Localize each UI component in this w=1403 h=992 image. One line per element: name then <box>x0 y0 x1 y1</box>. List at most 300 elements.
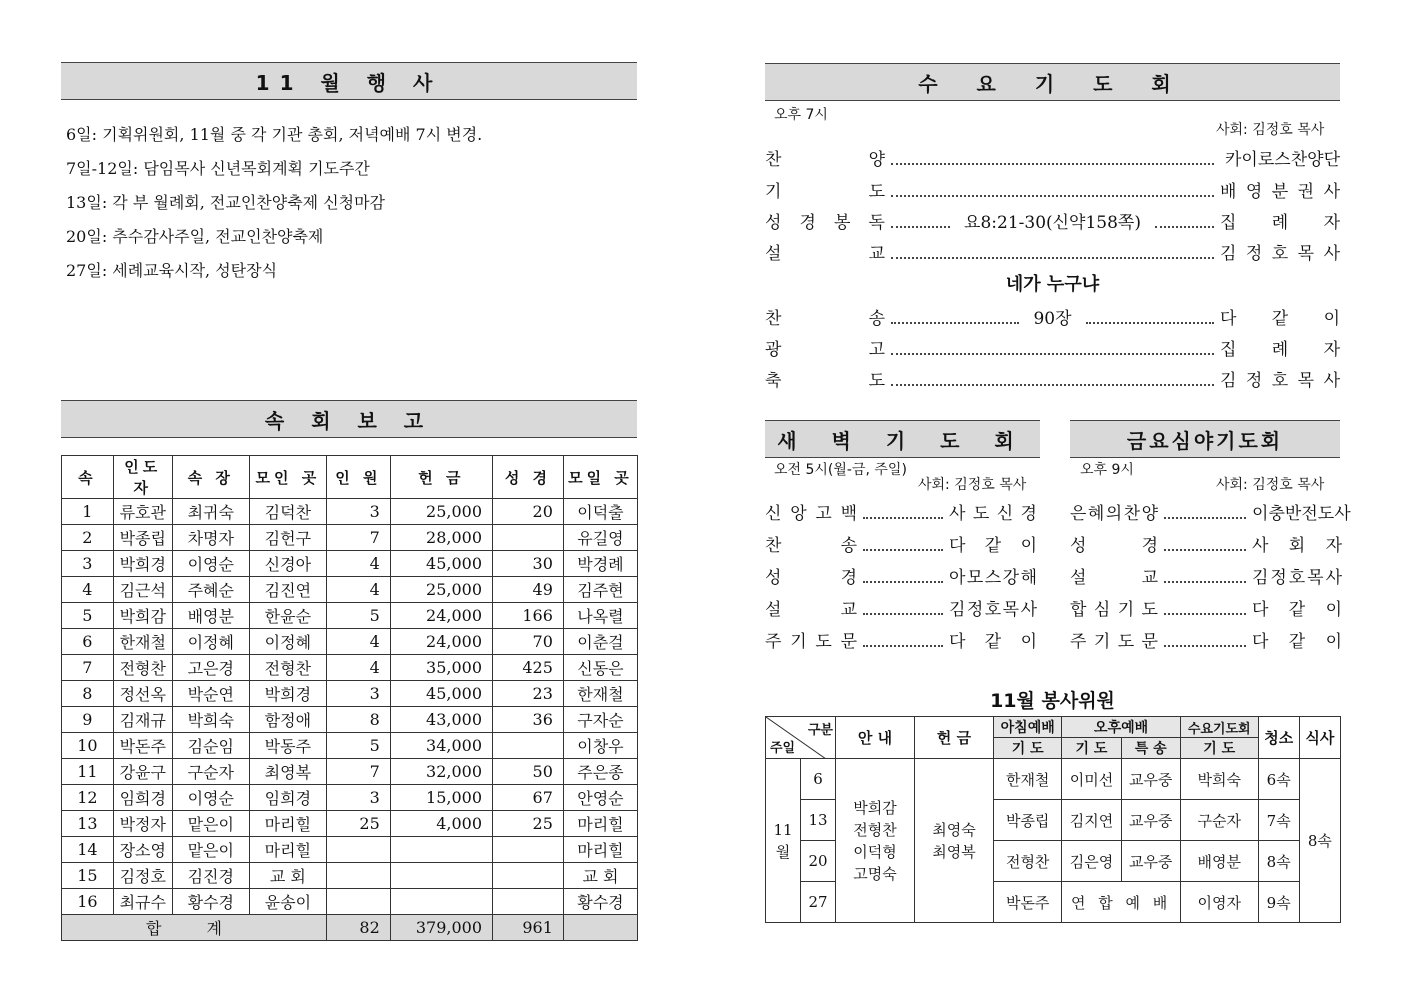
h-afternoon: 오후예배 <box>1062 717 1180 738</box>
order-value-char: 목 <box>1002 600 1020 620</box>
cell-header: 인도자 <box>113 456 172 499</box>
order-value-char: 김 <box>1220 371 1237 391</box>
table-cell: 20 <box>493 499 564 525</box>
day-cell: 6 <box>801 759 836 800</box>
table-cell: 마리힐 <box>563 811 637 837</box>
table-cell: 맡은이 <box>172 837 249 863</box>
aft-prayer: 김지연 <box>1062 800 1121 841</box>
order-value <box>1220 145 1340 170</box>
order-row <box>765 239 1340 264</box>
order-value-char: 김 <box>949 600 966 620</box>
table-cell: 10 <box>62 733 114 759</box>
service-title: 11월 봉사위원 <box>990 690 1115 712</box>
order-value <box>949 499 1037 524</box>
table-cell: 11 <box>62 759 114 785</box>
table-row <box>766 759 1341 800</box>
table-cell: 4,000 <box>390 811 492 837</box>
table-cell: 박희숙 <box>172 707 249 733</box>
table-cell: 한윤순 <box>249 603 326 629</box>
order-value-char: 목 <box>1297 244 1315 264</box>
order-dots <box>891 312 1019 324</box>
table-cell: 고은경 <box>172 655 249 681</box>
total-value: 961 <box>493 915 564 941</box>
order-value-char: 이 <box>1020 632 1037 652</box>
order-row <box>1070 595 1342 620</box>
table-cell: 이정혜 <box>172 629 249 655</box>
order-value-char: 충 <box>1268 504 1285 524</box>
table-cell: 신동은 <box>563 655 637 681</box>
table-cell: 425 <box>493 655 564 681</box>
order-value-char: 같 <box>1288 632 1306 652</box>
order-label-char: 문 <box>1141 632 1158 652</box>
table-cell: 최규수 <box>113 889 172 915</box>
order-dots <box>1164 571 1246 583</box>
order-label-char: 송 <box>840 536 857 556</box>
event-item: 13일: 각 부 월례회, 전교인찬양축제 신청마감 <box>66 193 386 212</box>
table-cell <box>326 837 390 863</box>
order-label-char: 문 <box>840 632 857 652</box>
event-item: 20일: 추수감사주일, 전교인찬양축제 <box>66 227 324 246</box>
morning-prayer: 한재철 <box>994 759 1062 800</box>
table-cell: 신경아 <box>249 551 326 577</box>
order-dots <box>891 153 1214 165</box>
order-label-char: 도 <box>815 632 832 652</box>
cell-header: 헌 금 <box>390 456 492 499</box>
h-offering: 헌 금 <box>915 717 994 759</box>
sub-aft-prayer: 기 도 <box>1062 738 1121 759</box>
table-row <box>62 837 638 863</box>
order-value-char: 이 <box>1252 504 1269 524</box>
order-value-char: 목 <box>1307 568 1324 588</box>
h-clean: 청소 <box>1258 717 1299 759</box>
event-item: 7일-12일: 담임목사 신년목회계획 기도주간 <box>66 159 370 178</box>
order-value <box>1220 304 1340 329</box>
order-row <box>765 304 1340 329</box>
table-cell: 이영순 <box>172 785 249 811</box>
aft-prayer: 김은영 <box>1062 841 1121 882</box>
table-cell: 박돈주 <box>113 733 172 759</box>
dawn-host: 사회: 김정호 목사 <box>918 477 1027 493</box>
order-label-char: 교 <box>1141 568 1158 588</box>
table-cell: 전형찬 <box>249 655 326 681</box>
table-cell: 최영복 <box>249 759 326 785</box>
table-cell: 주은종 <box>563 759 637 785</box>
table-cell: 4 <box>326 629 390 655</box>
table-cell: 임희경 <box>113 785 172 811</box>
order-row <box>1070 499 1351 524</box>
special-song: 교우중 <box>1121 759 1180 800</box>
table-cell: 49 <box>493 577 564 603</box>
order-dots <box>891 185 1214 197</box>
table-cell: 황수경 <box>172 889 249 915</box>
table-cell: 김진연 <box>249 577 326 603</box>
table-cell: 13 <box>62 811 114 837</box>
table-cell: 30 <box>493 551 564 577</box>
table-row <box>62 525 638 551</box>
table-cell: 3 <box>326 681 390 707</box>
order-value-char: 단 <box>1323 150 1340 170</box>
order-value-char: 김 <box>1220 244 1237 264</box>
table-cell: 정선옥 <box>113 681 172 707</box>
table-cell: 이창우 <box>563 733 637 759</box>
order-label <box>765 627 857 652</box>
table-cell <box>493 525 564 551</box>
order-label-char: 교 <box>840 600 857 620</box>
order-value <box>1220 208 1340 233</box>
h-guide: 안 내 <box>836 717 915 759</box>
sub-morning-prayer: 기 도 <box>994 738 1062 759</box>
table-cell: 3 <box>62 551 114 577</box>
table-cell: 67 <box>493 785 564 811</box>
order-label-char: 도 <box>1117 632 1135 652</box>
morning-prayer: 박돈주 <box>994 882 1062 923</box>
table-cell: 박정자 <box>113 811 172 837</box>
wednesday-time: 오후 7시 <box>774 107 828 123</box>
order-row <box>765 335 1340 360</box>
table-cell: 임희경 <box>249 785 326 811</box>
order-label <box>1070 499 1158 524</box>
morning-prayer: 박종립 <box>994 800 1062 841</box>
table-cell: 5 <box>62 603 114 629</box>
cell-report-title: 속 회 보 고 <box>61 400 637 438</box>
order-value-char: 이 <box>1325 632 1342 652</box>
order-label-char: 찬 <box>765 309 782 329</box>
order-value-char: 자 <box>1325 536 1342 556</box>
order-value-char: 사 <box>1323 371 1340 391</box>
order-label-char: 경 <box>840 568 857 588</box>
order-mid: 요8:21-30(신약158쪽) <box>964 213 1141 233</box>
table-cell: 14 <box>62 837 114 863</box>
clean-duty: 8속 <box>1258 841 1299 882</box>
wed-prayer: 배영분 <box>1180 841 1258 882</box>
order-row <box>765 563 1037 588</box>
order-value <box>1220 239 1340 264</box>
table-cell: 4 <box>326 655 390 681</box>
table-cell: 박경례 <box>563 551 637 577</box>
table-cell: 16 <box>62 889 114 915</box>
order-value-char: 같 <box>984 536 1002 556</box>
table-cell: 7 <box>62 655 114 681</box>
table-cell: 류호관 <box>113 499 172 525</box>
order-mid: 90장 <box>1033 309 1072 329</box>
table-cell: 나옥렬 <box>563 603 637 629</box>
order-value-char: 카 <box>1224 150 1242 170</box>
order-value-char: 이 <box>1241 150 1258 170</box>
table-cell: 166 <box>493 603 564 629</box>
sub-special: 특 송 <box>1121 738 1180 759</box>
table-cell: 마리힐 <box>249 811 326 837</box>
table-cell: 8 <box>326 707 390 733</box>
order-value-char: 찬 <box>1290 150 1308 170</box>
order-label <box>765 531 857 556</box>
table-cell: 50 <box>493 759 564 785</box>
table-row <box>62 889 638 915</box>
order-value-char: 다 <box>1252 632 1269 652</box>
table-cell: 8 <box>62 681 114 707</box>
table-cell: 김헌구 <box>249 525 326 551</box>
order-label-char: 합 <box>1070 600 1087 620</box>
order-label <box>765 304 885 329</box>
order-dots <box>1164 635 1246 647</box>
table-row <box>62 629 638 655</box>
table-cell: 마리힐 <box>249 837 326 863</box>
table-row <box>62 785 638 811</box>
order-label <box>1070 595 1158 620</box>
table-cell: 7 <box>326 525 390 551</box>
order-value-char: 이 <box>1020 536 1037 556</box>
order-row <box>765 627 1037 652</box>
order-label <box>765 366 885 391</box>
table-cell <box>493 863 564 889</box>
order-dots <box>1164 539 1246 551</box>
order-label-char: 찬 <box>765 150 782 170</box>
wednesday-title: 수 요 기 도 회 <box>765 63 1340 101</box>
order-value-char: 신 <box>996 504 1014 524</box>
wednesday-host: 사회: 김정호 목사 <box>1216 122 1325 138</box>
table-cell: 주혜순 <box>172 577 249 603</box>
order-label <box>1070 627 1158 652</box>
order-label-char: 양 <box>868 150 885 170</box>
meal-cell: 8속 <box>1299 759 1340 923</box>
service-table <box>765 716 1341 923</box>
table-row <box>62 863 638 889</box>
cell-header: 속 장 <box>172 456 249 499</box>
order-value-char: 이 <box>1323 309 1340 329</box>
aft-prayer: 이미선 <box>1062 759 1121 800</box>
offering-cell: 최영숙 최영복 <box>915 759 994 923</box>
order-label-char: 설 <box>1070 568 1087 588</box>
order-label-char: 고 <box>815 504 832 524</box>
order-dots <box>891 247 1214 259</box>
table-cell: 32,000 <box>390 759 492 785</box>
cell-report-table <box>61 455 638 941</box>
order-row <box>765 499 1037 524</box>
order-row <box>1070 627 1342 652</box>
h-morning: 아침예배 <box>994 717 1062 738</box>
table-cell: 35,000 <box>390 655 492 681</box>
order-value <box>949 531 1037 556</box>
table-cell: 15 <box>62 863 114 889</box>
table-cell: 김진경 <box>172 863 249 889</box>
table-cell <box>390 863 492 889</box>
order-label <box>765 177 885 202</box>
order-label-char: 독 <box>868 213 885 233</box>
order-value-char: 경 <box>1020 504 1037 524</box>
day-cell: 13 <box>801 800 836 841</box>
table-cell <box>326 889 390 915</box>
order-value-char: 호 <box>1288 568 1306 588</box>
table-row <box>62 499 638 525</box>
order-value-char: 전 <box>1301 504 1318 524</box>
order-value-char: 례 <box>1271 340 1289 360</box>
table-cell: 이정혜 <box>249 629 326 655</box>
order-label-char: 혜 <box>1087 504 1105 524</box>
table-cell: 3 <box>326 499 390 525</box>
order-value <box>1220 177 1340 202</box>
total-value: 379,000 <box>390 915 492 941</box>
table-cell: 차명자 <box>172 525 249 551</box>
order-value-char: 스 <box>984 568 1002 588</box>
clean-duty: 7속 <box>1258 800 1299 841</box>
order-value-char: 사 <box>949 504 966 524</box>
order-value-char: 집 <box>1220 213 1237 233</box>
h-meal: 식사 <box>1299 717 1340 759</box>
table-cell: 교 회 <box>249 863 326 889</box>
friday-title: 금요심야기도회 <box>1070 420 1340 458</box>
order-label-char: 기 <box>1117 600 1135 620</box>
total-empty <box>563 915 637 941</box>
table-cell: 43,000 <box>390 707 492 733</box>
table-cell: 25,000 <box>390 499 492 525</box>
table-cell: 교 회 <box>563 863 637 889</box>
table-cell: 김주현 <box>563 577 637 603</box>
order-value-char: 정 <box>966 600 984 620</box>
corner-cell <box>766 717 836 759</box>
order-label-char: 도 <box>1141 600 1158 620</box>
order-label-char: 주 <box>765 632 782 652</box>
order-value <box>1252 627 1342 652</box>
order-label-char: 도 <box>868 182 885 202</box>
table-cell: 황수경 <box>563 889 637 915</box>
table-row <box>62 811 638 837</box>
order-row <box>1070 563 1342 588</box>
order-label-char: 양 <box>1141 504 1158 524</box>
aft-prayer: 연 합 예 배 <box>1062 882 1180 923</box>
order-dots <box>863 571 943 583</box>
order-value-char: 같 <box>1271 309 1289 329</box>
order-label-char: 주 <box>1070 632 1087 652</box>
table-cell: 7 <box>326 759 390 785</box>
order-value-char: 도 <box>1317 504 1335 524</box>
order-label-char: 심 <box>1093 600 1111 620</box>
table-cell: 박희경 <box>249 681 326 707</box>
table-cell: 박순연 <box>172 681 249 707</box>
order-dots <box>1164 603 1246 615</box>
total-value: 82 <box>326 915 390 941</box>
table-cell: 24,000 <box>390 603 492 629</box>
friday-host: 사회: 김정호 목사 <box>1216 477 1325 493</box>
dawn-title: 새 벽 기 도 회 <box>765 420 1040 458</box>
table-cell: 45,000 <box>390 681 492 707</box>
cell-header: 모인 곳 <box>249 456 326 499</box>
table-cell: 3 <box>326 785 390 811</box>
h-wed: 수요기도회 <box>1180 717 1258 738</box>
clean-duty: 6속 <box>1258 759 1299 800</box>
table-cell: 김정호 <box>113 863 172 889</box>
table-cell: 25 <box>326 811 390 837</box>
table-cell: 배영분 <box>172 603 249 629</box>
order-label <box>765 563 857 588</box>
corner-bottom: 주일 <box>770 741 796 756</box>
order-dots <box>1155 216 1214 228</box>
order-label-char: 성 <box>1070 536 1087 556</box>
dawn-time: 오전 5시(월-금, 주일) <box>774 462 907 478</box>
order-dots <box>863 603 943 615</box>
order-row <box>765 177 1340 202</box>
table-row <box>62 655 638 681</box>
table-cell: 1 <box>62 499 114 525</box>
order-label-char: 성 <box>765 568 782 588</box>
table-cell: 28,000 <box>390 525 492 551</box>
order-dots <box>863 635 943 647</box>
events-title: 11 월 행 사 <box>61 62 637 100</box>
order-dots <box>891 343 1214 355</box>
order-value-char: 다 <box>1252 600 1269 620</box>
day-cell: 27 <box>801 882 836 923</box>
table-cell: 전형찬 <box>113 655 172 681</box>
order-label-char: 의 <box>1105 504 1123 524</box>
clean-duty: 9속 <box>1258 882 1299 923</box>
table-row <box>62 733 638 759</box>
table-cell: 4 <box>62 577 114 603</box>
table-cell <box>390 837 492 863</box>
month-cell: 11월 <box>766 759 801 923</box>
table-cell: 함정애 <box>249 707 326 733</box>
table-cell <box>390 889 492 915</box>
table-cell: 마리힐 <box>563 837 637 863</box>
order-value-char: 다 <box>949 632 966 652</box>
order-value-char: 정 <box>1245 371 1263 391</box>
order-label-char: 축 <box>765 371 782 391</box>
order-value-char: 양 <box>1307 150 1324 170</box>
special-song: 교우중 <box>1121 841 1180 882</box>
order-value-char: 강 <box>1002 568 1020 588</box>
order-label-char: 경 <box>799 213 816 233</box>
order-label-char: 찬 <box>765 536 782 556</box>
table-cell: 6 <box>62 629 114 655</box>
table-row <box>62 603 638 629</box>
guide-cell: 박희감 전형찬 이덕형 고명숙 <box>836 759 915 923</box>
order-value <box>1220 366 1340 391</box>
order-value <box>1252 563 1342 588</box>
order-label-char: 설 <box>765 600 782 620</box>
table-cell: 한재철 <box>563 681 637 707</box>
table-cell: 최귀숙 <box>172 499 249 525</box>
cell-header: 성 경 <box>493 456 564 499</box>
morning-prayer: 전형찬 <box>994 841 1062 882</box>
order-label <box>765 499 857 524</box>
table-cell: 김근석 <box>113 577 172 603</box>
table-cell: 5 <box>326 603 390 629</box>
order-label-char: 앙 <box>790 504 807 524</box>
table-cell: 박동주 <box>249 733 326 759</box>
order-value-char: 해 <box>1020 568 1037 588</box>
table-cell: 김순임 <box>172 733 249 759</box>
order-label-char: 도 <box>868 371 885 391</box>
table-cell: 이춘걸 <box>563 629 637 655</box>
order-value <box>1220 335 1340 360</box>
order-dots <box>891 216 950 228</box>
order-label-char: 기 <box>790 632 807 652</box>
order-dots <box>891 374 1214 386</box>
order-value-char: 례 <box>1271 213 1289 233</box>
order-value <box>1252 499 1351 524</box>
table-cell: 맡은이 <box>172 811 249 837</box>
table-cell: 15,000 <box>390 785 492 811</box>
table-cell <box>493 837 564 863</box>
table-cell: 2 <box>62 525 114 551</box>
order-value-char: 배 <box>1220 182 1237 202</box>
total-label: 합 계 <box>62 915 327 941</box>
order-value <box>1252 595 1342 620</box>
table-cell: 12 <box>62 785 114 811</box>
order-label-char: 은 <box>1070 504 1087 524</box>
sermon-title: 네가 누구냐 <box>1005 274 1100 295</box>
order-dots <box>863 539 943 551</box>
order-value-char: 다 <box>1220 309 1237 329</box>
order-value-char: 다 <box>949 536 966 556</box>
order-value <box>1252 531 1342 556</box>
